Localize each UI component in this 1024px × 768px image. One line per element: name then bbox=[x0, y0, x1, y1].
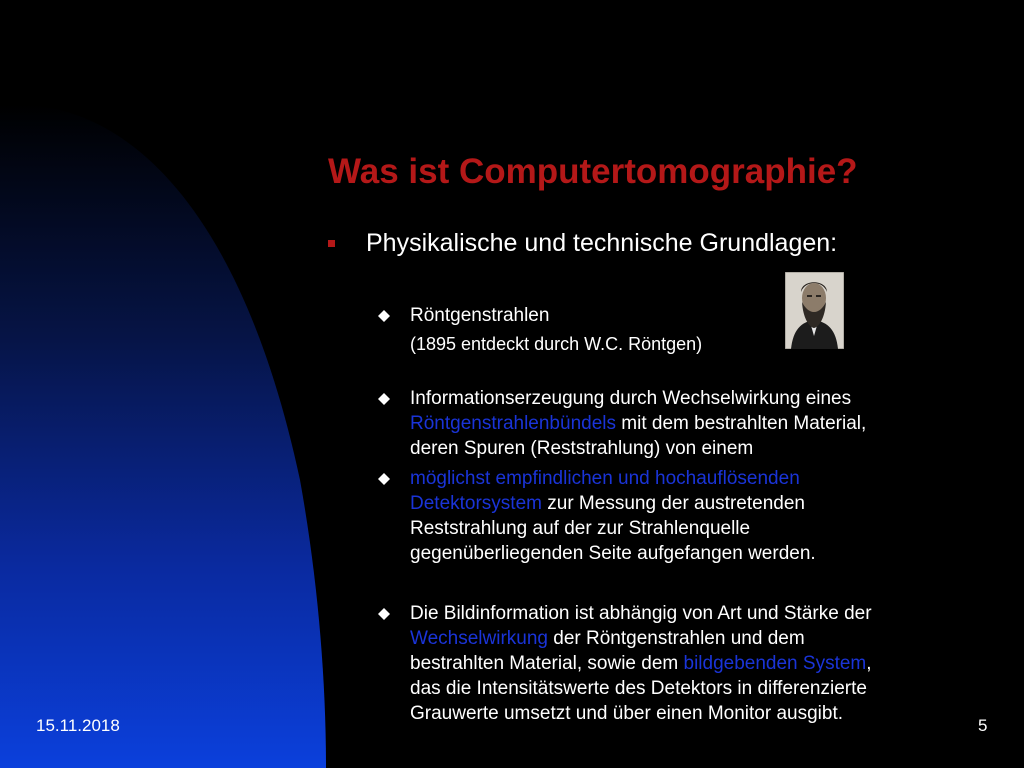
text-line bbox=[410, 626, 976, 651]
diamond-bullet-icon bbox=[378, 393, 390, 405]
text-line bbox=[410, 411, 976, 436]
list-item-text bbox=[410, 303, 976, 357]
text-fragment: der Röntgenstrahlen und dem bbox=[547, 628, 805, 649]
diamond-bullet-icon bbox=[378, 473, 390, 485]
highlighted-term: bildgebenden System bbox=[683, 653, 867, 674]
text-line: deren Spuren (Reststrahlung) von einem bbox=[410, 438, 754, 459]
diamond-bullet-icon bbox=[378, 608, 390, 620]
text-line: Informationserzeugung durch Wechselwirkung eines bbox=[410, 388, 852, 409]
list-item-text bbox=[410, 386, 976, 461]
list-item-text bbox=[410, 466, 976, 566]
text-fragment: bestrahlten Material, sowie dem bbox=[410, 653, 684, 674]
slide-title: Was ist Computertomographie? bbox=[328, 152, 858, 191]
footer-date: 15.11.2018 bbox=[36, 716, 120, 735]
highlighted-term: Wechselwirkung bbox=[410, 628, 548, 649]
text-line: Röntgenstrahlen bbox=[410, 305, 550, 326]
page-number: 5 bbox=[978, 716, 988, 735]
text-fragment: , bbox=[866, 653, 872, 674]
text-fragment: zur Messung der austretenden bbox=[541, 493, 805, 514]
list-item-text bbox=[410, 601, 976, 726]
square-bullet-icon bbox=[328, 240, 335, 247]
text-line: das die Intensitätswerte des Detektors in differenzierte bbox=[410, 678, 867, 699]
text-line: (1895 entdeckt durch W.C. Röntgen) bbox=[410, 334, 703, 354]
text-line: Die Bildinformation ist abhängig von Art und Stärke der bbox=[410, 603, 872, 624]
bullet-level1-text: Physikalische und technische Grundlagen: bbox=[366, 229, 838, 257]
text-line: möglichst empfindlichen und hochauflösenden bbox=[410, 468, 800, 489]
text-fragment: mit dem bestrahlten Material, bbox=[616, 413, 867, 434]
text-line: Reststrahlung auf der zur Strahlenquelle bbox=[410, 518, 751, 539]
diamond-bullet-icon bbox=[378, 310, 390, 322]
text-line: Grauwerte umsetzt und über einen Monitor ausgibt. bbox=[410, 703, 844, 724]
highlighted-term: Detektorsystem bbox=[410, 493, 542, 514]
text-line: gegenüberliegenden Seite aufgefangen werden. bbox=[410, 543, 816, 564]
text-line bbox=[410, 491, 976, 516]
highlighted-term: Röntgenstrahlenbündels bbox=[410, 413, 616, 434]
text-line bbox=[410, 651, 976, 676]
